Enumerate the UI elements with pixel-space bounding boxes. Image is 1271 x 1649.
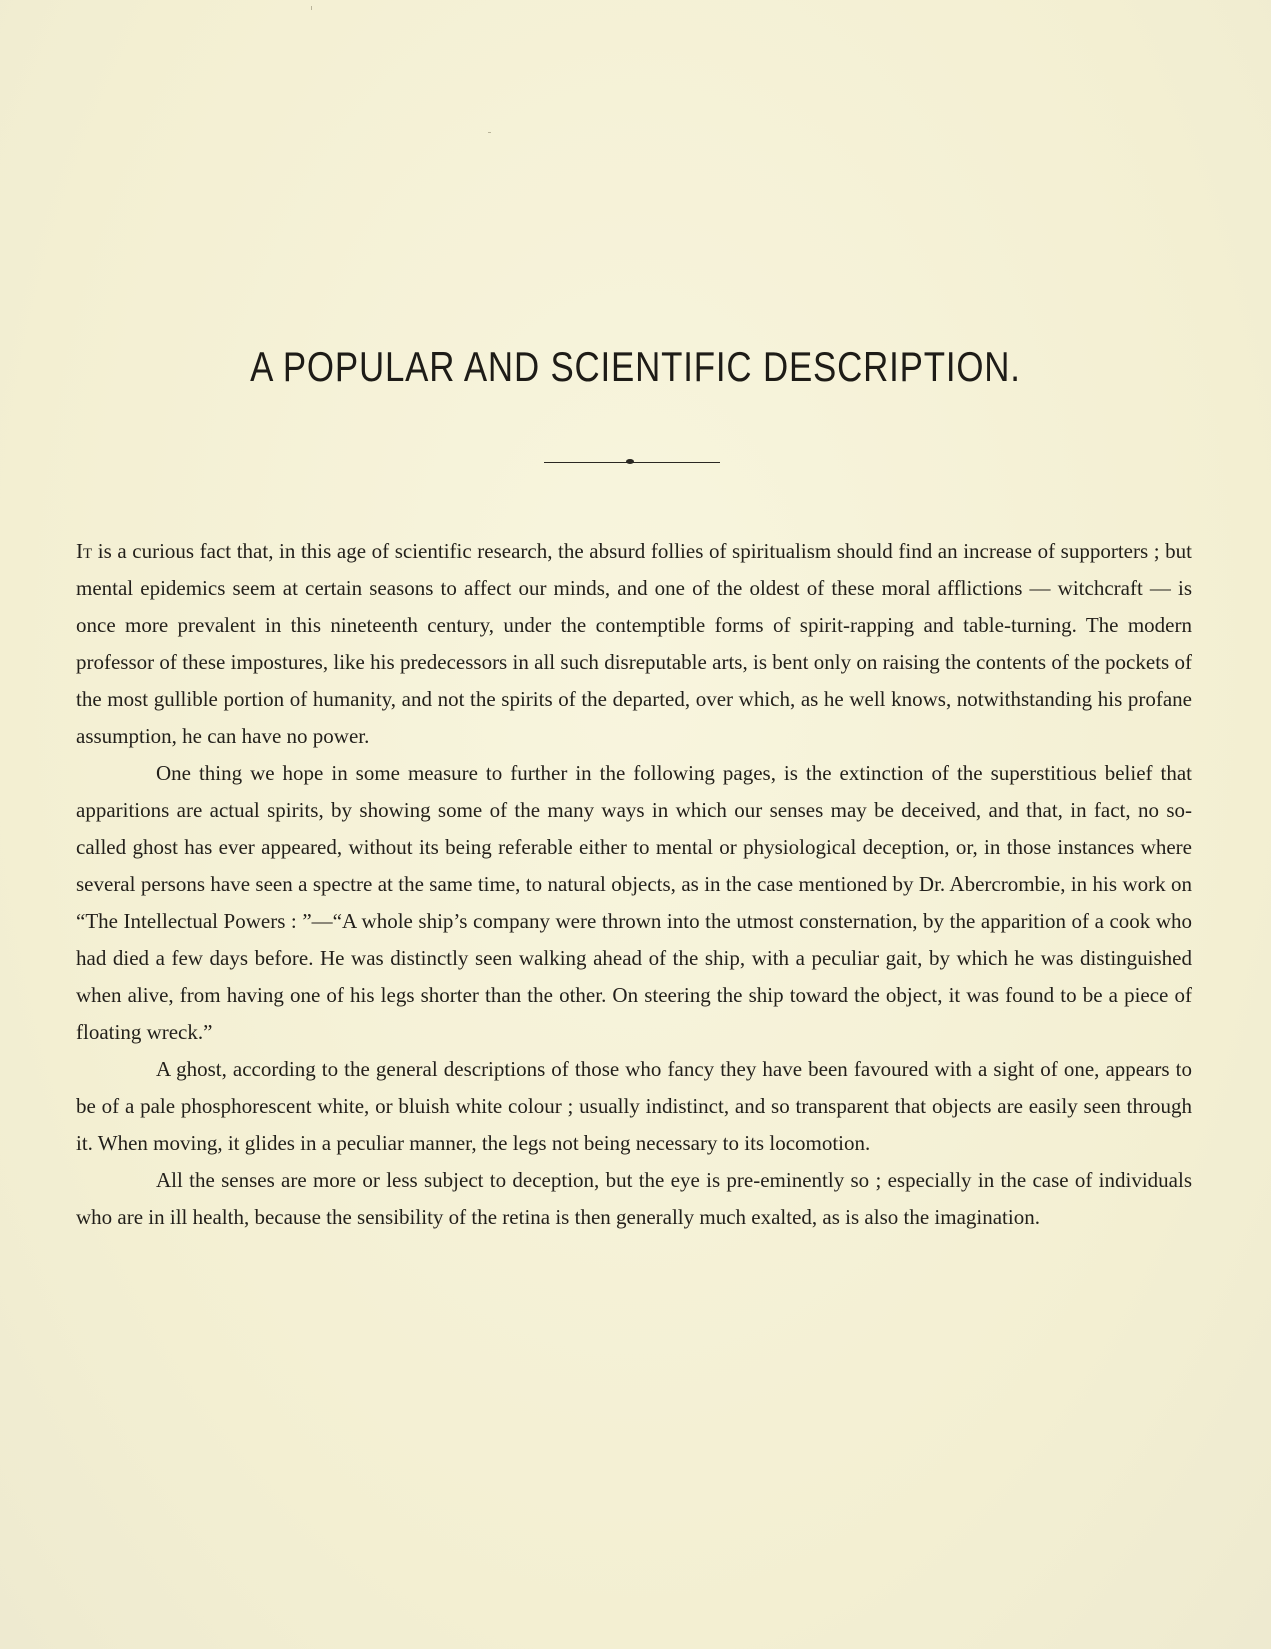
paragraph-1 xyxy=(76,533,1192,755)
paragraph-lead-word: It xyxy=(76,539,93,563)
paper-speck xyxy=(311,6,312,10)
paragraph-2: One thing we hope in some measure to further in the following pages, is the extinction of the superstitious belief that apparitions are actual spirits, by showing some of the many ways in which our senses may be deceived, and that, in fact, no so-called ghost has ever appeared, without its being referable either to mental or physiological deception, or, in those instances where several persons have seen a spectre at the same time, to natural objects, as in the case mentioned by Dr. Abercrombie, in his work on “The Intellectual Powers : ”—“A whole ship’s company were thrown into the utmost consternation, by the apparition of a cook who had died a few days before. He was distinctly seen walking ahead of the ship, with a peculiar gait, by which he was distinguished when alive, from having one of his legs shorter than the other. On steering the ship toward the object, it was found to be a piece of floating wreck.” xyxy=(76,761,1192,1044)
paragraph-4: All the senses are more or less subject to deception, but the eye is pre-eminently so ; especially in the case of individuals who are in ill health, because the sensibility of the retina is then generally much exalted, as is also the imagination. xyxy=(76,1168,1192,1229)
paragraph-3: A ghost, according to the general descriptions of those who fancy they have been favoured with a sight of one, appears to be of a pale phosphorescent white, or bluish white colour ; usually indistinct, and so transparent that objects are easily seen through it. When moving, it glides in a peculiar manner, the legs not being necessary to its locomotion. xyxy=(76,1057,1192,1155)
ornamental-rule-dot xyxy=(626,459,634,464)
body-text xyxy=(76,533,1192,1236)
paper-speck xyxy=(488,132,491,133)
paragraph-1-text: is a curious fact that, in this age of scientific research, the absurd follies of spiritualism should find an increase of supporters ; but mental epidemics seem at certain seasons to affect our minds, and one of the oldest of these moral afflictions — witchcraft — is once more prevalent in this nineteenth century, under the contemptible forms of spirit-rapping and table-turning. The modern professor of these impostures, like his predecessors in all such disreputable arts, is bent only on raising the contents of the pockets of the most gullible portion of humanity, and not the spirits of the departed, over which, as he well knows, notwithstanding his profane assumption, he can have no power. xyxy=(76,539,1192,748)
page-title: A POPULAR AND SCIENTIFIC DESCRIPTION. xyxy=(250,343,1021,390)
